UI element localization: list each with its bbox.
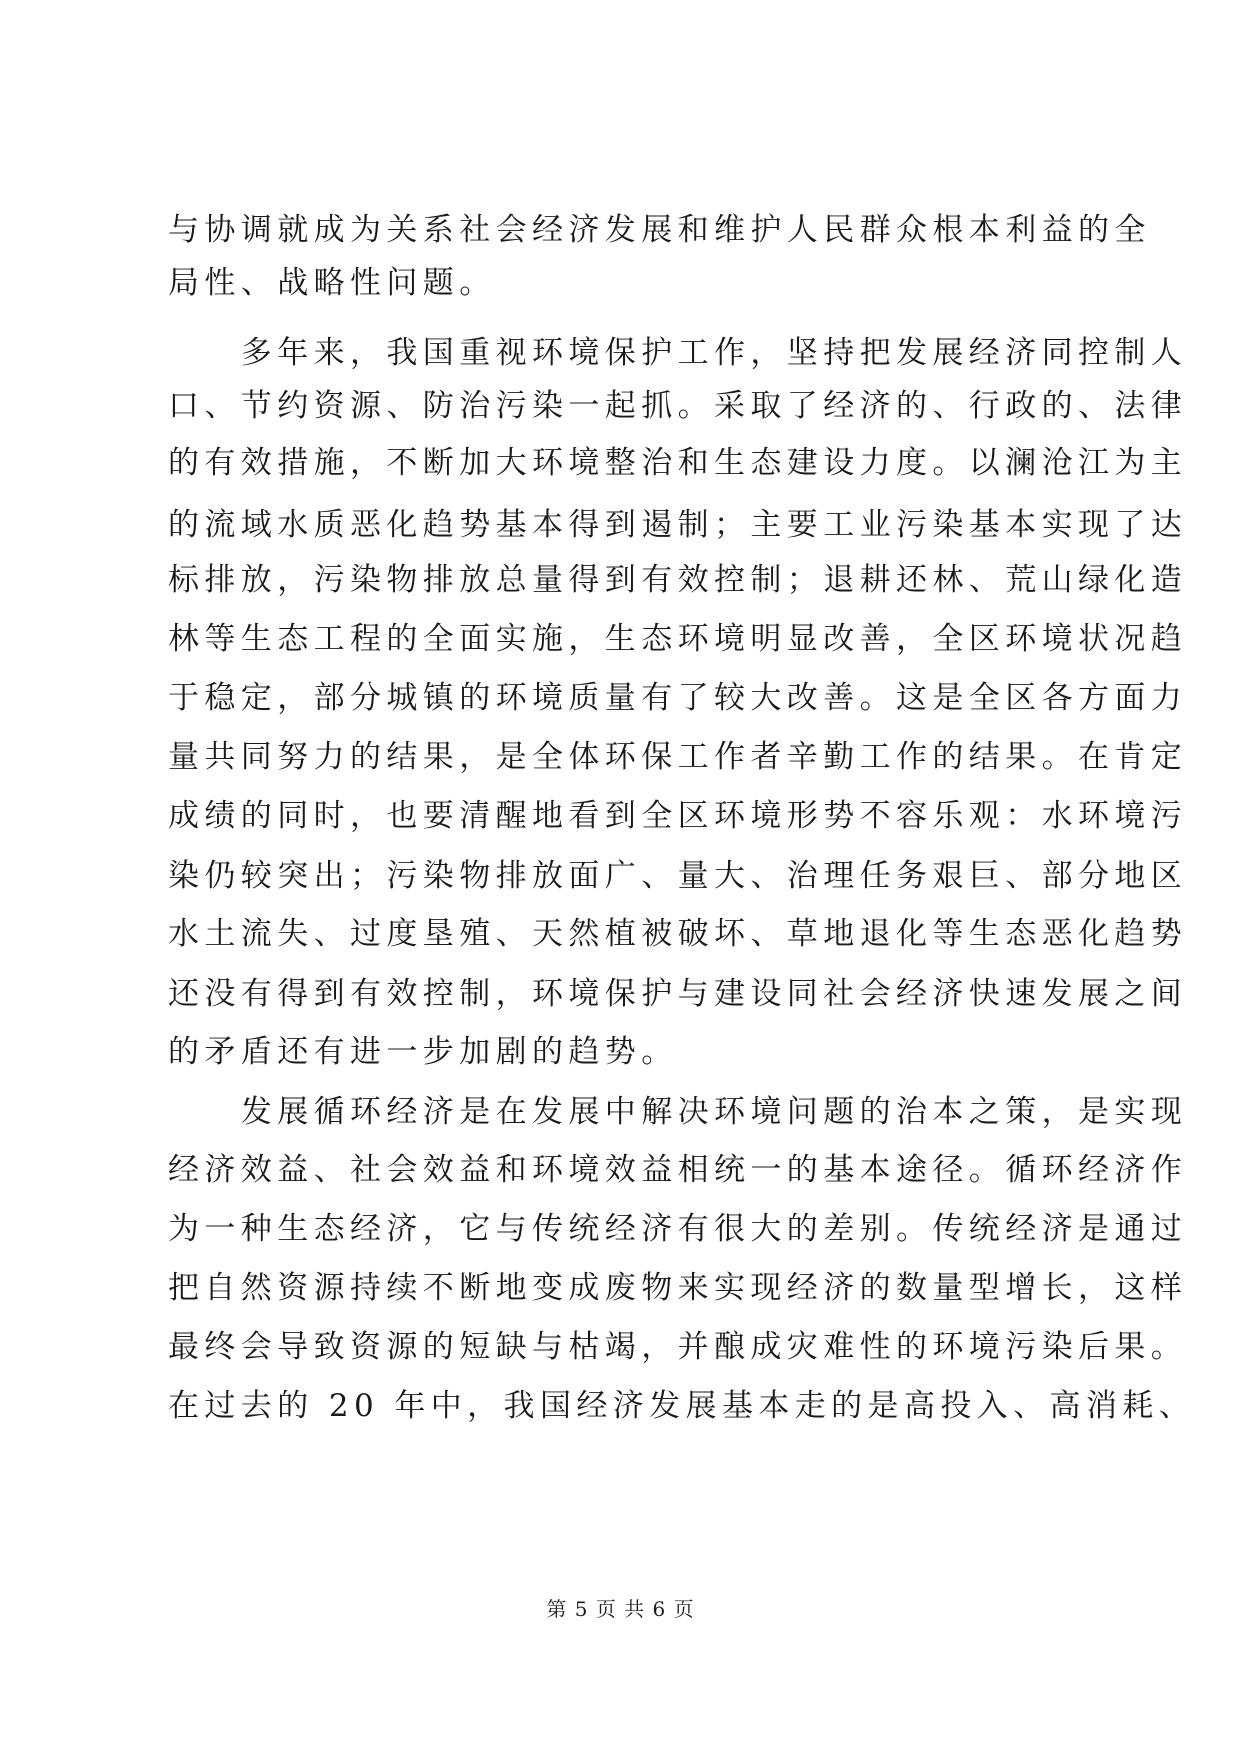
text-line: 把自然资源持续不断地变成废物来实现经济的数量型增长，这样 [168, 1270, 1188, 1306]
text-line: 多年来，我国重视环境保护工作，坚持把发展经济同控制人 [168, 335, 1188, 371]
text-line: 最终会导致资源的短缺与枯竭，并酿成灾难性的环境污染后果。 [168, 1329, 1188, 1365]
text-line: 的矛盾还有进一步加剧的趋势。 [168, 1034, 678, 1070]
text-line: 经济效益、社会效益和环境效益相统一的基本途径。循环经济作 [168, 1152, 1188, 1188]
text-line: 在过去的 20 年中，我国经济发展基本走的是高投入、高消耗、 [168, 1388, 1196, 1424]
text-line: 标排放，污染物排放总量得到有效控制；退耕还林、荒山绿化造 [168, 562, 1188, 598]
text-line: 为一种生态经济，它与传统经济有很大的差别。传统经济是通过 [168, 1211, 1188, 1247]
page-footer: 第 5 页 共 6 页 [546, 1597, 695, 1621]
text-line: 于稳定，部分城镇的环境质量有了较大改善。这是全区各方面力 [168, 680, 1188, 716]
text-line: 成绩的同时，也要清醒地看到全区环境形势不容乐观：水环境污 [168, 798, 1188, 834]
text-line: 发展循环经济是在发展中解决环境问题的治本之策，是实现 [168, 1094, 1188, 1130]
text-line: 的有效措施，不断加大环境整治和生态建设力度。以澜沧江为主 [168, 445, 1188, 481]
text-line: 还没有得到有效控制，环境保护与建设同社会经济快速发展之间 [168, 976, 1188, 1012]
text-line: 的流域水质恶化趋势基本得到遏制；主要工业污染基本实现了达 [168, 507, 1188, 543]
text-line: 与协调就成为关系社会经济发展和维护人民群众根本利益的全 [168, 212, 1151, 248]
text-line: 水土流失、过度垦殖、天然植被破坏、草地退化等生态恶化趋势 [168, 916, 1188, 952]
text-line: 林等生态工程的全面实施，生态环境明显改善，全区环境状况趋 [168, 621, 1188, 657]
text-line: 染仍较突出；污染物排放面广、量大、治理任务艰巨、部分地区 [168, 858, 1188, 894]
text-line: 量共同努力的结果，是全体环保工作者辛勤工作的结果。在肯定 [168, 739, 1188, 775]
text-line: 口、节约资源、防治污染一起抓。采取了经济的、行政的、法律 [168, 388, 1188, 424]
text-line: 局性、战略性问题。 [168, 265, 496, 301]
